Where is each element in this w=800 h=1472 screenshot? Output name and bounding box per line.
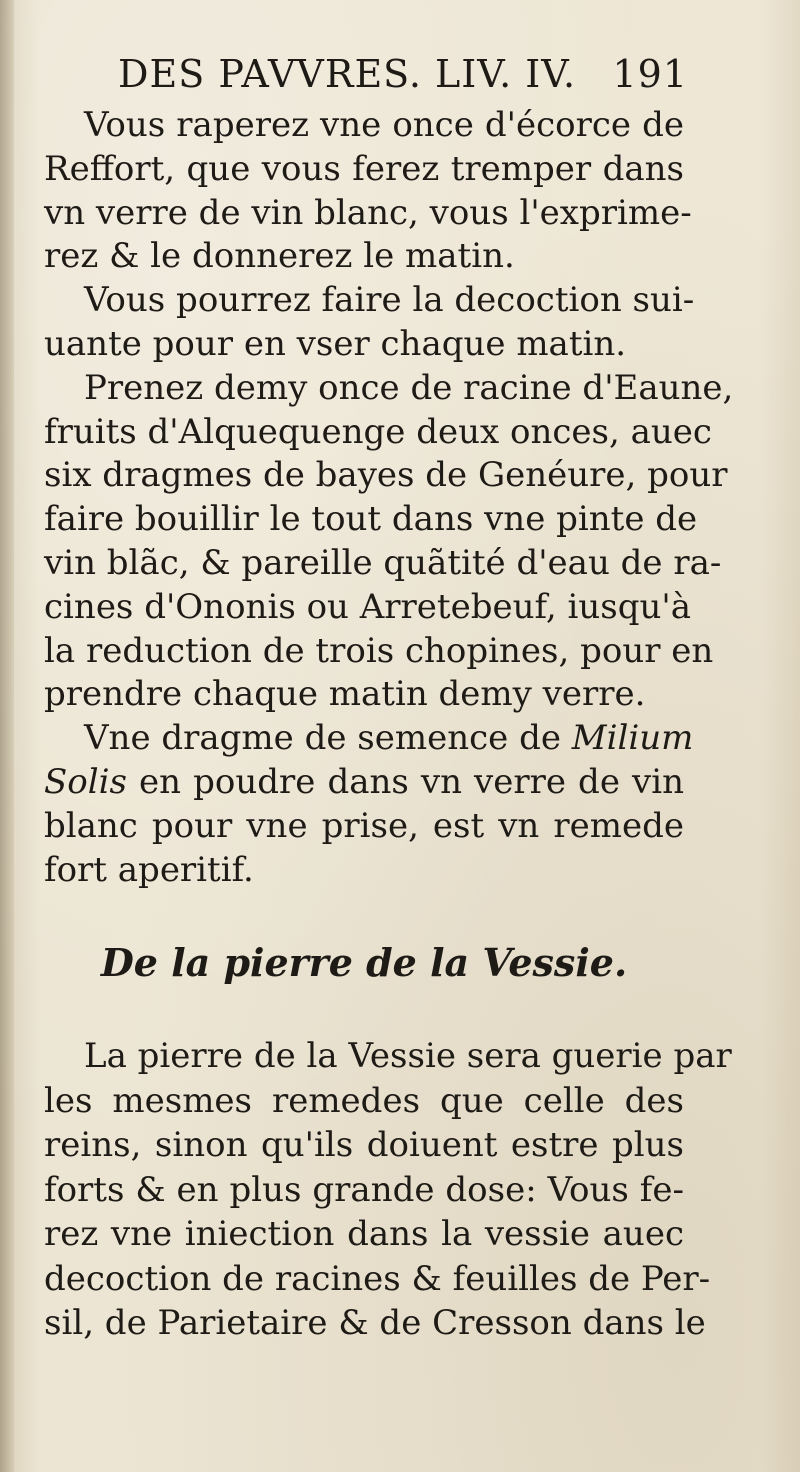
main-text: [44, 104, 734, 892]
text-line: forts & en plus grande dose: Vous fe-: [44, 1169, 684, 1210]
text-line: rez & le donnerez le matin.: [44, 236, 515, 277]
text-line: six dragmes de bayes de Genéure, pour: [44, 455, 728, 496]
text-line: blanc pour vne prise, est vn remede: [44, 805, 684, 846]
text-segment: en poudre dans vn verre de vin: [139, 761, 684, 802]
text-segment: Vne dragme de semence de: [84, 718, 561, 759]
text-line: la reduction de trois chopines, pour en: [44, 630, 714, 671]
text-line: fruits d'Alquequenge deux onces, auec: [44, 411, 712, 452]
text-line: prendre chaque matin demy verre.: [44, 674, 646, 715]
text-line: decoction de racines & feuilles de Per-: [44, 1258, 711, 1299]
latin-term: Solis: [44, 761, 127, 802]
running-header: [118, 52, 688, 102]
text-line: rez vne iniection dans la vessie auec: [44, 1214, 684, 1254]
text-line: vn verre de vin blanc, vous l'exprime-: [44, 192, 692, 233]
text-line: les mesmes remedes que celle des: [44, 1080, 684, 1121]
text-line: sil, de Parietaire & de Cresson dans le: [44, 1303, 706, 1343]
page-number: 191: [612, 52, 688, 96]
text-line: reins, sinon qu'ils doiuent estre plus: [44, 1125, 684, 1165]
latin-term: Milium: [571, 718, 694, 759]
section-text: [44, 1034, 732, 1346]
text-line: uante pour en vser chaque matin.: [44, 323, 627, 364]
text-line: cines d'Ononis ou Arretebeuf, iusqu'à: [44, 586, 691, 627]
text-line: Vous pourrez faire la decoction sui-: [84, 280, 695, 321]
text-line: [44, 717, 694, 761]
running-title: DES PAVVRES. LIV. IV.: [118, 52, 577, 96]
page-gutter-shadow: [0, 0, 14, 1472]
text-line: Prenez demy once de racine d'Eaune,: [84, 367, 734, 408]
text-line: Vous raperez vne once d'écorce de: [84, 105, 684, 145]
text-line: fort aperitif.: [44, 849, 254, 890]
text-line: vin blãc, & pareille quãtité d'eau de ra-: [44, 542, 722, 583]
text-line: Reffort, que vous ferez tremper dans: [44, 148, 684, 189]
section-heading: De la pierre de la Vessie.: [100, 940, 628, 985]
text-line: faire bouillir le tout dans vne pinte de: [44, 499, 698, 540]
text-line: [44, 761, 684, 805]
text-line: La pierre de la Vessie sera guerie par: [84, 1036, 732, 1076]
